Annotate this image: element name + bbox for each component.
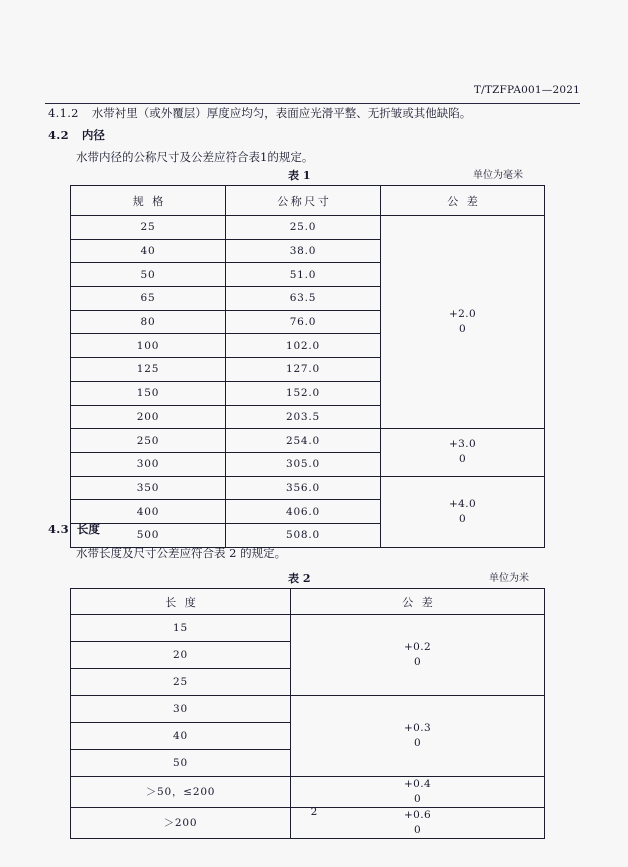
table-2-body xyxy=(71,589,545,839)
page-number: 2 xyxy=(310,806,318,818)
cell-spec: 40 xyxy=(71,239,226,263)
cell-tolerance xyxy=(291,696,545,777)
cell-nominal: 508.0 xyxy=(226,523,381,547)
tolerance-lower: 0 xyxy=(413,737,422,749)
clause-4-1-2-number: 4.1.2 xyxy=(48,106,79,120)
table-row xyxy=(71,216,545,240)
column-header: 长 度 xyxy=(71,589,291,615)
cell-length: 15 xyxy=(71,615,291,642)
cell-length: 25 xyxy=(71,669,291,696)
cell-spec: 300 xyxy=(71,452,226,476)
cell-spec: 80 xyxy=(71,310,226,334)
table-row xyxy=(71,777,545,808)
cell-spec: 500 xyxy=(71,523,226,547)
tolerance-lower: 0 xyxy=(458,453,467,466)
cell-length: 50 xyxy=(71,750,291,777)
cell-tolerance xyxy=(381,216,545,429)
column-header: 公 差 xyxy=(291,589,545,615)
column-header: 公称尺寸 xyxy=(226,186,381,216)
column-header: 规 格 xyxy=(71,186,226,216)
clause-4-3-text: 水带长度及尺寸公差应符合表 2 的规定。 xyxy=(76,546,287,560)
table-2-unit-note: 单位为米 xyxy=(489,573,529,584)
clause-4-2-title: 内径 xyxy=(81,128,105,142)
cell-tolerance xyxy=(291,615,545,696)
cell-spec: 200 xyxy=(71,405,226,429)
table-1 xyxy=(70,185,545,548)
cell-nominal: 254.0 xyxy=(226,429,381,453)
tolerance-upper: +3.0 xyxy=(448,438,477,451)
header-rule xyxy=(45,103,580,104)
tolerance-upper: +0.3 xyxy=(403,722,432,735)
cell-length: 20 xyxy=(71,642,291,669)
table-row xyxy=(71,429,545,453)
table-1-unit-note: 单位为毫米 xyxy=(473,170,523,181)
cell-nominal: 305.0 xyxy=(226,452,381,476)
cell-tolerance xyxy=(291,777,545,808)
clause-4-3-heading xyxy=(48,521,100,538)
clause-4-1-2 xyxy=(48,105,471,122)
cell-nominal: 76.0 xyxy=(226,310,381,334)
cell-spec: 350 xyxy=(71,476,226,500)
table-2-caption: 表 2 xyxy=(288,572,311,585)
clause-4-3-number: 4.3 xyxy=(48,522,69,536)
tolerance-upper: +0.2 xyxy=(403,641,432,654)
cell-nominal: 356.0 xyxy=(226,476,381,500)
cell-spec: 400 xyxy=(71,500,226,524)
cell-nominal: 25.0 xyxy=(226,216,381,240)
cell-nominal: 127.0 xyxy=(226,358,381,382)
clause-4-2-text: 水带内径的公称尺寸及公差应符合表1的规定。 xyxy=(76,150,314,164)
cell-spec: 125 xyxy=(71,358,226,382)
cell-spec: 50 xyxy=(71,263,226,287)
tolerance-upper: +0.4 xyxy=(403,778,432,790)
cell-length: ＞50，≤200 xyxy=(71,777,291,808)
tolerance-lower: 0 xyxy=(413,823,422,836)
table-1-body xyxy=(71,186,545,548)
tolerance-lower: 0 xyxy=(458,323,467,336)
cell-nominal: 38.0 xyxy=(226,239,381,263)
table-row xyxy=(71,696,545,723)
standard-code: T/TZFPA001—2021 xyxy=(473,84,580,96)
clause-4-1-2-text: 水带衬里（或外覆层）厚度应均匀，表面应光滑平整、无折皱或其他缺陷。 xyxy=(91,106,472,120)
tolerance-upper: +4.0 xyxy=(448,497,477,510)
cell-length: ＞200 xyxy=(71,807,291,838)
cell-length: 40 xyxy=(71,723,291,750)
cell-spec: 65 xyxy=(71,287,226,311)
cell-nominal: 203.5 xyxy=(226,405,381,429)
cell-tolerance xyxy=(381,429,545,476)
cell-spec: 100 xyxy=(71,334,226,358)
tolerance-lower: 0 xyxy=(458,512,467,525)
cell-length: 30 xyxy=(71,696,291,723)
cell-nominal: 51.0 xyxy=(226,263,381,287)
clause-4-2-number: 4.2 xyxy=(48,128,69,142)
page-header xyxy=(45,84,580,106)
tolerance-upper: +0.6 xyxy=(403,808,432,821)
cell-tolerance xyxy=(381,476,545,547)
table-2 xyxy=(70,588,545,839)
tolerance-upper: +2.0 xyxy=(448,308,477,321)
table-header-row xyxy=(71,589,545,615)
cell-spec: 150 xyxy=(71,381,226,405)
table-1-caption: 表 1 xyxy=(288,169,311,182)
cell-nominal: 102.0 xyxy=(226,334,381,358)
clause-4-2-heading xyxy=(48,127,105,144)
table-row xyxy=(71,615,545,642)
table-header-row xyxy=(71,186,545,216)
tolerance-lower: 0 xyxy=(413,792,422,805)
table-row xyxy=(71,476,545,500)
clause-4-3-title: 长度 xyxy=(76,522,100,536)
tolerance-lower: 0 xyxy=(413,656,422,668)
column-header: 公 差 xyxy=(381,186,545,216)
cell-spec: 250 xyxy=(71,429,226,453)
cell-nominal: 63.5 xyxy=(226,287,381,311)
cell-nominal: 406.0 xyxy=(226,500,381,524)
cell-nominal: 152.0 xyxy=(226,381,381,405)
cell-spec: 25 xyxy=(71,216,226,240)
